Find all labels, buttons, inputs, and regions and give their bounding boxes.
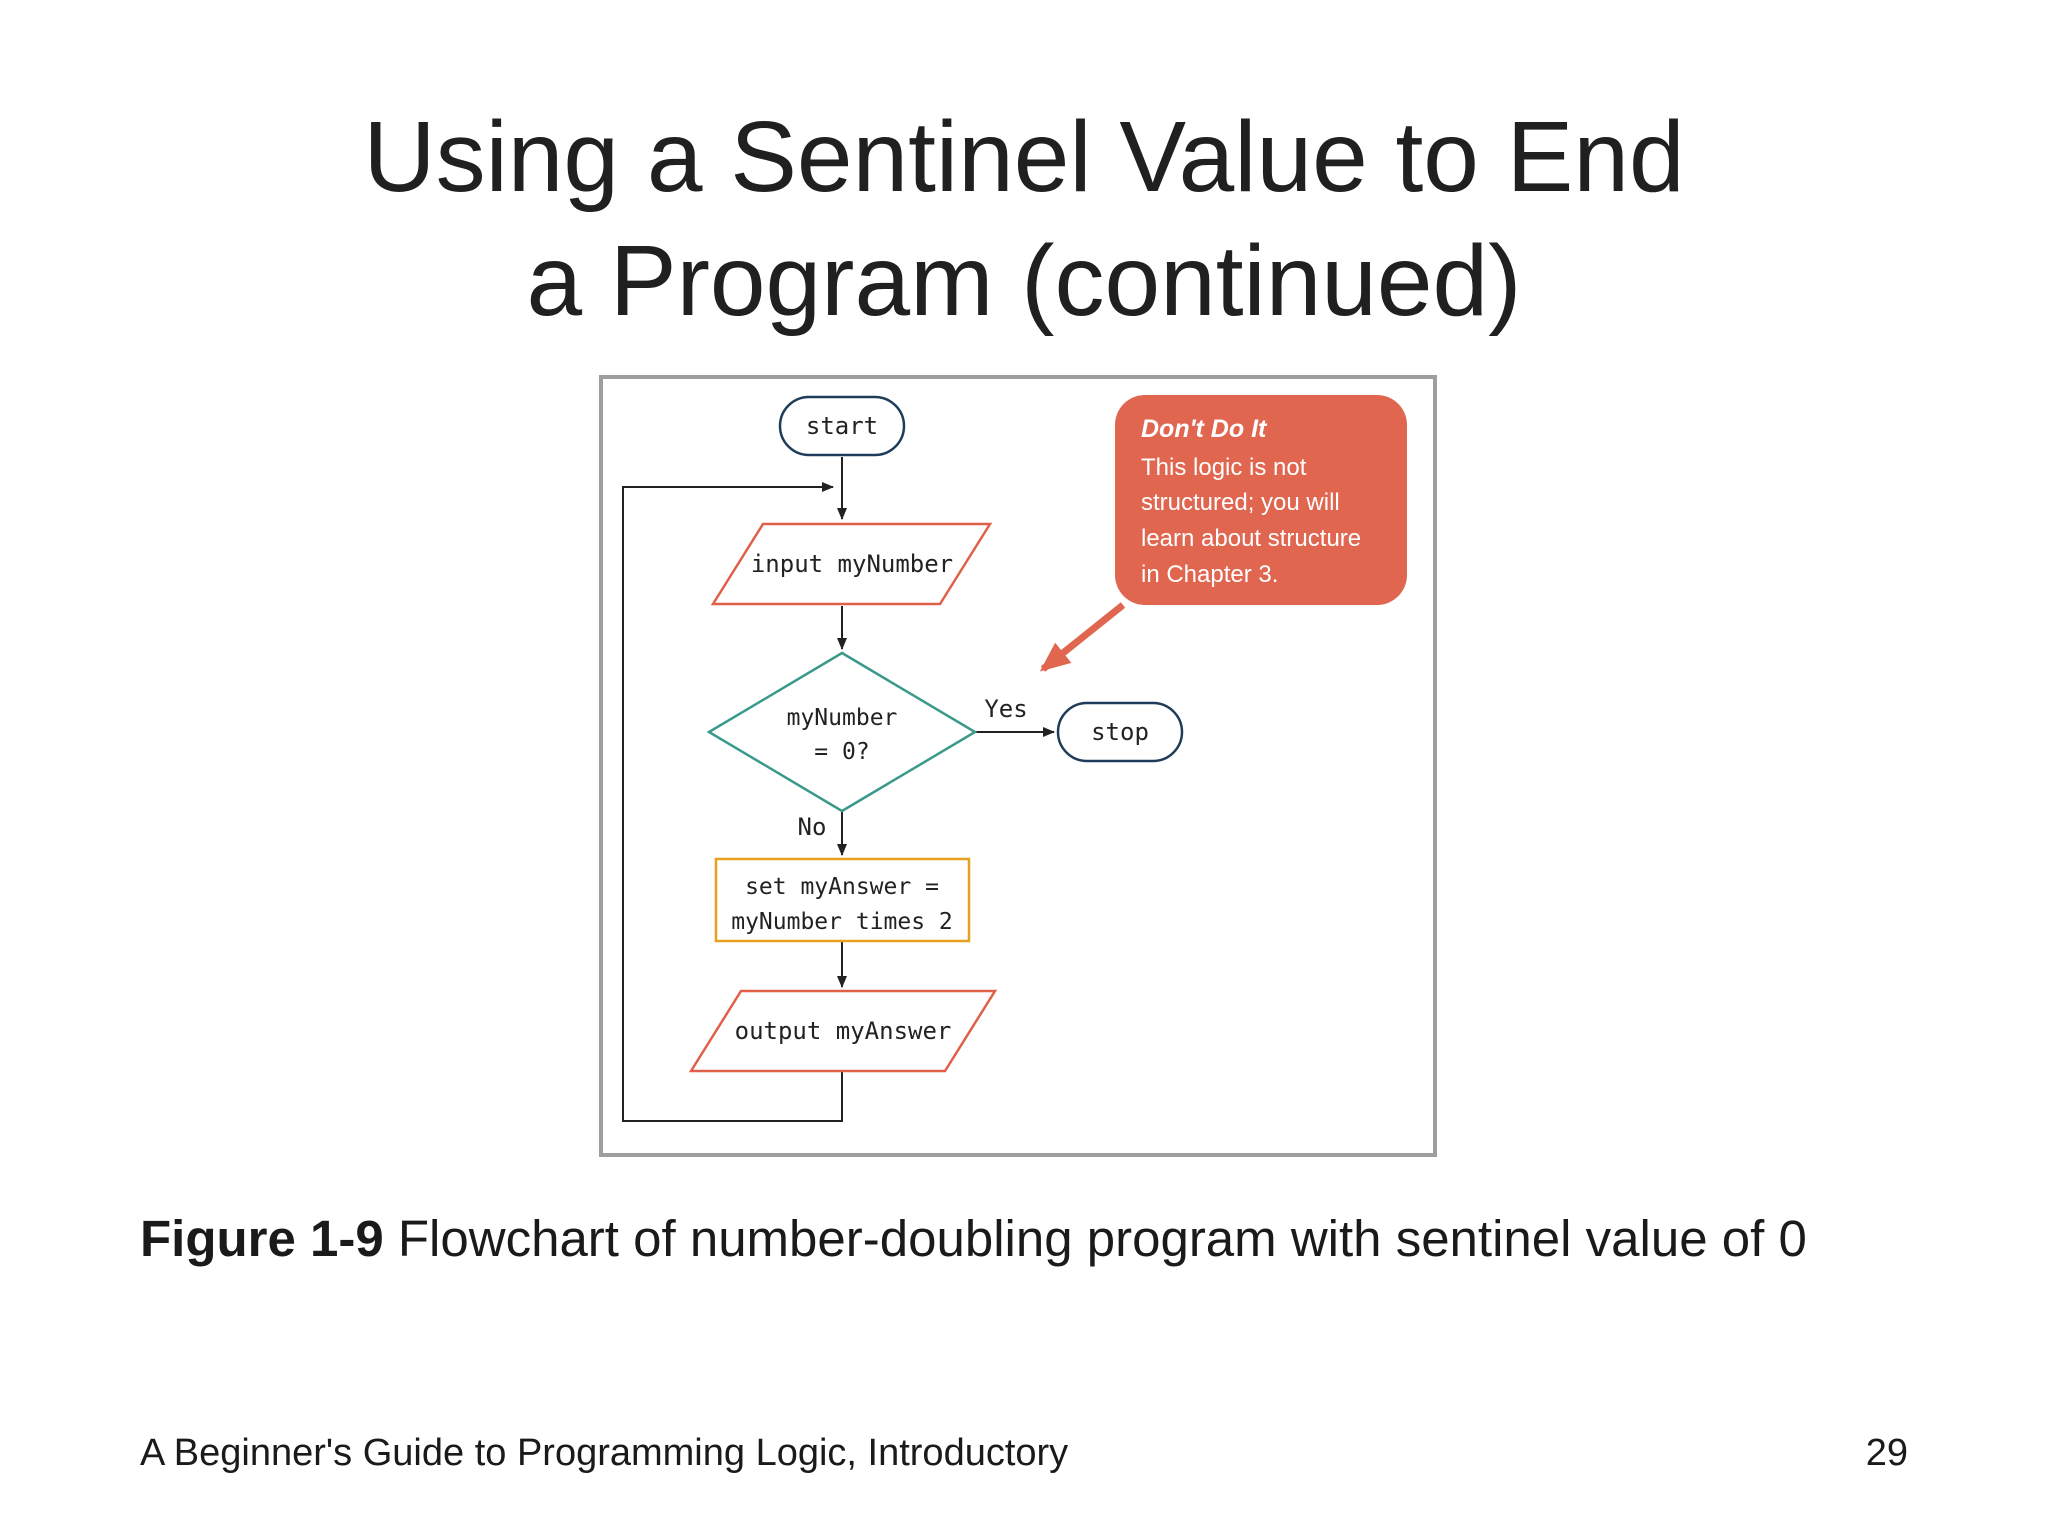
callout-line-4: in Chapter 3. [1141, 561, 1279, 588]
callout-arrow [1043, 605, 1123, 669]
decision-diamond [709, 653, 975, 811]
decision-label-line-2: = 0? [814, 739, 870, 765]
callout-line-1: This logic is not [1141, 454, 1307, 481]
stop-label: stop [1091, 718, 1149, 746]
input-parallelogram [713, 524, 990, 604]
stop-terminal [1058, 703, 1182, 761]
dont-do-it-callout [1043, 395, 1407, 669]
caption-label: Figure 1-9 [140, 1210, 384, 1267]
slide-title [0, 95, 2048, 343]
page-number: 29 [1865, 1432, 1908, 1474]
title-line-2: a Program (continued) [526, 225, 1522, 337]
callout-heading: Don't Do It [1141, 415, 1267, 443]
input-label: input myNumber [750, 550, 954, 578]
output-label: output myAnswer [734, 1017, 952, 1045]
yes-label: Yes [984, 695, 1028, 723]
footer-book-title: A Beginner's Guide to Programming Logic, Introductory [140, 1432, 1069, 1474]
process-label-line-1: set myAnswer = [745, 874, 939, 900]
process-label-line-2: myNumber times 2 [731, 909, 953, 935]
output-parallelogram [691, 991, 995, 1071]
flowchart-diagram [603, 379, 1433, 1153]
process-box [716, 859, 969, 941]
no-label: No [797, 813, 827, 841]
title-line-1: Using a Sentinel Value to End [363, 101, 1685, 213]
callout-line-2: structured; you will [1141, 489, 1340, 516]
start-label: start [805, 412, 879, 440]
flowchart-figure [599, 375, 1437, 1157]
figure-caption [140, 1208, 1920, 1270]
decision-label-line-1: myNumber [786, 705, 898, 731]
callout-line-3: learn about structure [1141, 525, 1362, 552]
caption-text: Flowchart of number-doubling program with sentinel value of 0 [383, 1210, 1807, 1267]
start-terminal [780, 397, 904, 455]
